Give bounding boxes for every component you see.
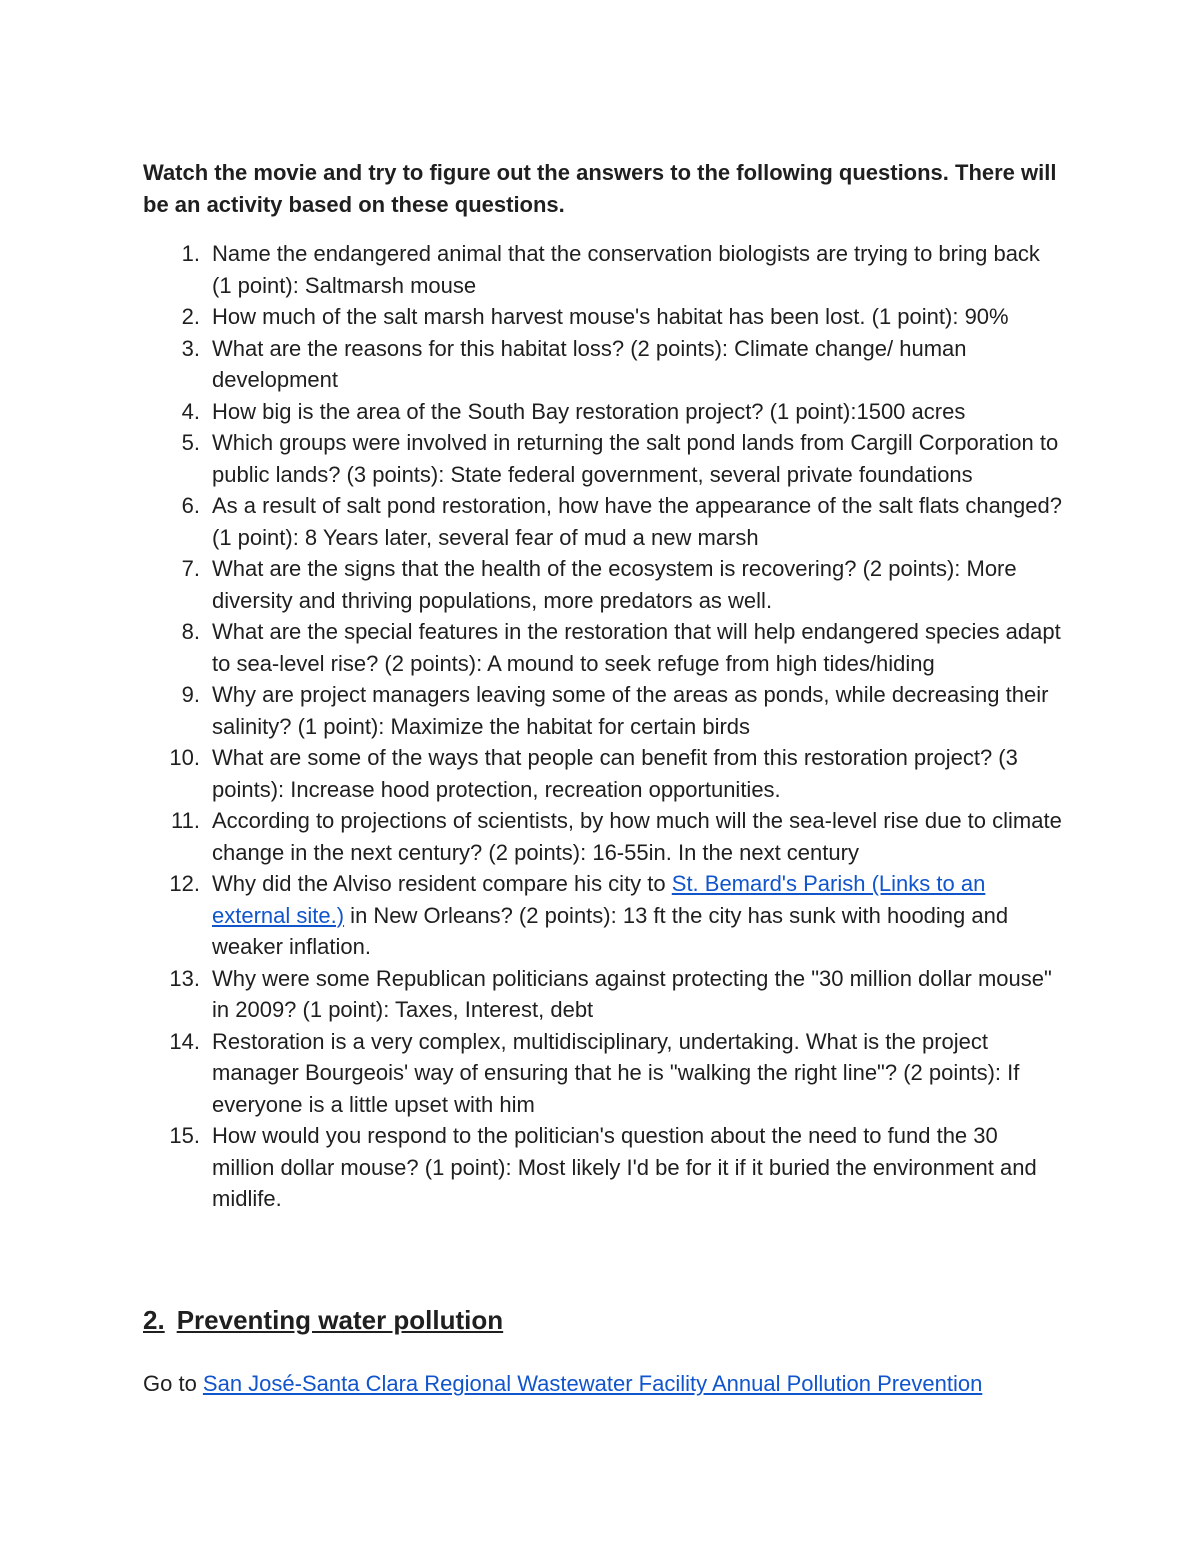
question-text: What are some of the ways that people can benefit from this restoration project? (3 points): Increase hood protection, recreation opportunities. (212, 745, 1018, 802)
question-number: 14. (169, 1028, 200, 1054)
question-item (143, 616, 1063, 679)
question-text: How much of the salt marsh harvest mouse's habitat has been lost. (1 point): 90% (212, 304, 1009, 329)
question-number: 12. (169, 871, 200, 896)
question-text: Name the endangered animal that the conservation biologists are trying to bring back (1 point): Saltmarsh mouse (212, 241, 1040, 298)
question-number: 10. (169, 745, 200, 770)
question-item (143, 805, 1063, 868)
wastewater-facility-link[interactable]: San José-Santa Clara Regional Wastewater Facility Annual Pollution Prevention (202, 1371, 983, 1396)
question-number: 4. (181, 398, 200, 424)
question-number: 1. (181, 241, 200, 266)
question-item (143, 1026, 1063, 1121)
question-number: 13. (169, 965, 200, 991)
goto-prefix: Go to (143, 1371, 203, 1396)
question-item (143, 238, 1063, 301)
question-text: What are the signs that the health of the ecosystem is recovering? (2 points): More diversity and thriving populations, more predators as well. (212, 556, 1017, 613)
section-number: 2. (143, 1305, 165, 1335)
question-text: Which groups were involved in returning the salt pond lands from Cargill Corporation to public lands? (3 points): State federal government, several private foundations (212, 430, 1059, 487)
question-number: 8. (181, 619, 200, 644)
section-title: Preventing water pollution (176, 1305, 504, 1335)
question-text: How would you respond to the politician's question about the need to fund the 30 million dollar mouse? (1 point): Most likely I'd be for it if it buried the environment and midlife. (212, 1123, 1037, 1211)
section-heading (143, 1302, 503, 1338)
question-text: Why were some Republican politicians against protecting the "30 million dollar mouse" in 2009? (1 point): Taxes, Interest, debt (212, 965, 1052, 1022)
question-number: 6. (181, 493, 200, 518)
question-item (143, 963, 1063, 1026)
question-text: Restoration is a very complex, multidisciplinary, undertaking. What is the project manager Bourgeois' way of ensuring that he is "walking the right line"? (2 points): If everyone is a little upset with him (212, 1028, 1020, 1117)
question-list (143, 238, 1063, 1215)
question-item (143, 333, 1063, 396)
question-number: 11. (171, 808, 200, 833)
question-number: 5. (181, 430, 200, 455)
question-text: As a result of salt pond restoration, how have the appearance of the salt flats changed? (1 point): 8 Years later, several fear of mud a new marsh (212, 493, 1062, 550)
question-item (143, 301, 1063, 333)
question-item (143, 427, 1063, 490)
question-number: 15. (169, 1123, 200, 1148)
question-number: 7. (181, 556, 200, 581)
question-text: What are the special features in the restoration that will help endangered species adapt to sea-level rise? (2 points): A mound to seek refuge from high tides/hiding (212, 619, 1061, 676)
intro-paragraph: Watch the movie and try to figure out the answers to the following questions. There will be an activity based on these questions. (143, 160, 1057, 217)
question-item (143, 679, 1063, 742)
question-text: What are the reasons for this habitat loss? (2 points): Climate change/ human development (212, 335, 967, 392)
goto-paragraph (143, 1368, 982, 1400)
question-item (143, 742, 1063, 805)
question-text: How big is the area of the South Bay restoration project? (1 point):1500 acres (212, 398, 966, 424)
question-text: According to projections of scientists, by how much will the sea-level rise due to climate change in the next century? (2 points): 16-55in. In the next century (212, 808, 1062, 865)
question-number: 3. (181, 335, 200, 361)
question-number: 9. (181, 682, 200, 707)
question-item (143, 1120, 1063, 1215)
question-item (143, 553, 1063, 616)
question-number: 2. (181, 304, 200, 329)
question-text-before-link: Why did the Alviso resident compare his city to (212, 871, 672, 896)
st-bernards-parish-link[interactable]: St. Bemard's Parish (Links to an external site.) (212, 871, 986, 928)
question-text: Why are project managers leaving some of the areas as ponds, while decreasing their salinity? (1 point): Maximize the habitat for certain birds (212, 682, 1049, 739)
question-text-after-link: in New Orleans? (2 points): 13 ft the city has sunk with hooding and weaker inflation. (212, 902, 1009, 959)
question-item (143, 868, 1063, 963)
question-item (143, 490, 1063, 553)
question-item (143, 396, 1063, 428)
